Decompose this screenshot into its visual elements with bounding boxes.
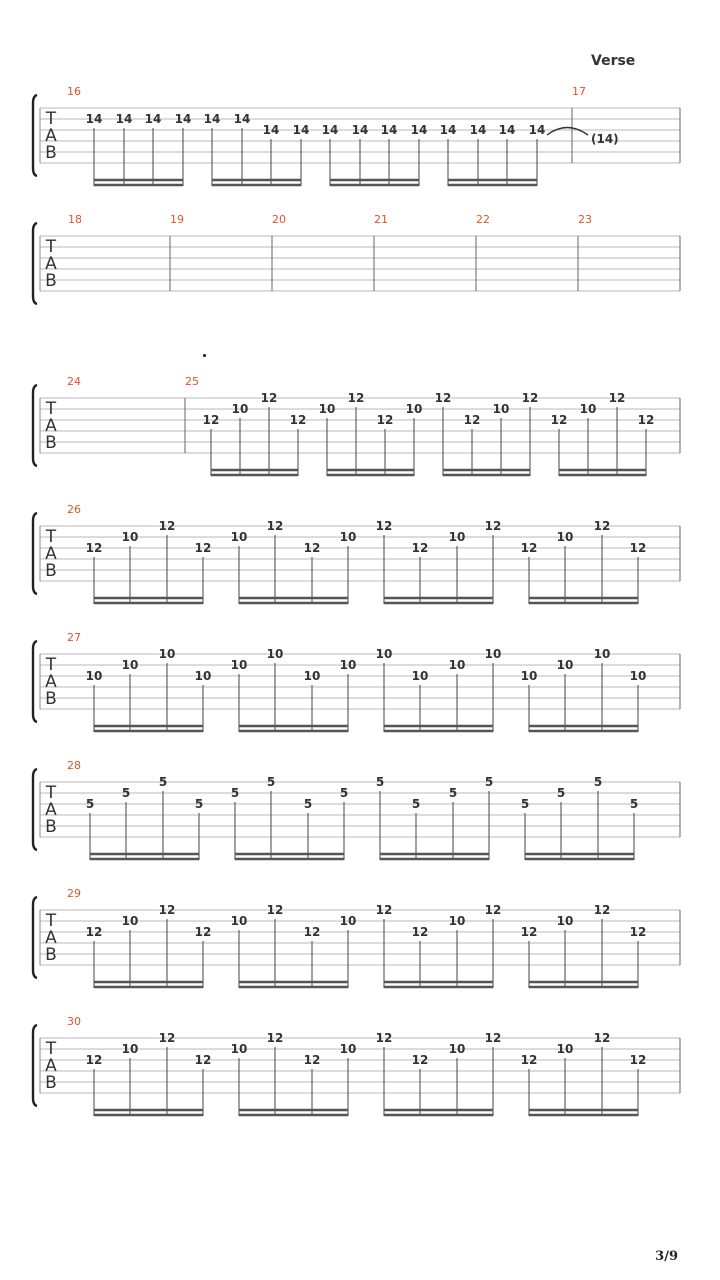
- fret-number: 5: [339, 786, 349, 800]
- fret-number: 5: [266, 775, 276, 789]
- tab-clef-letter: T: [45, 527, 57, 547]
- fret-number: 12: [158, 519, 176, 533]
- fret-number: 5: [85, 797, 95, 811]
- fret-number: 12: [85, 1053, 103, 1067]
- fret-number: 5: [556, 786, 566, 800]
- fret-number: 5: [411, 797, 421, 811]
- fret-number: 12: [347, 391, 365, 405]
- fret-number: 14: [439, 123, 457, 137]
- fret-number: 12: [375, 1031, 393, 1045]
- tab-system-5: [33, 631, 680, 732]
- tab-system-3: [33, 375, 680, 476]
- fret-number: 14: [321, 123, 339, 137]
- fret-number: 14: [498, 123, 516, 137]
- tab-clef-letter: B: [45, 433, 57, 453]
- fret-number: 10: [556, 530, 574, 544]
- tie-arc: [547, 128, 588, 136]
- measure-number: 28: [67, 759, 81, 772]
- fret-number: 10: [448, 914, 466, 928]
- fret-number: 5: [158, 775, 168, 789]
- measure-number: 22: [476, 213, 490, 226]
- fret-number: 10: [448, 658, 466, 672]
- measure-number: 21: [374, 213, 388, 226]
- tab-clef-letter: B: [45, 689, 57, 709]
- system-brace: [33, 897, 37, 978]
- fret-number: 12: [463, 413, 481, 427]
- tab-clef-letter: B: [45, 271, 57, 291]
- fret-number: 14: [115, 112, 133, 126]
- measure-number: 23: [578, 213, 592, 226]
- measure-number: 29: [67, 887, 81, 900]
- fret-number: 14: [174, 112, 192, 126]
- tab-clef-letter: T: [45, 399, 57, 419]
- system-brace: [33, 385, 37, 466]
- fret-number: 12: [608, 391, 626, 405]
- measure-number: 27: [67, 631, 81, 644]
- fret-number: 10: [230, 530, 248, 544]
- tab-clef-letter: T: [45, 783, 57, 803]
- fret-number: 12: [520, 541, 538, 555]
- fret-number: 10: [230, 658, 248, 672]
- fret-number: 12: [303, 541, 321, 555]
- fret-number: 12: [520, 1053, 538, 1067]
- system-brace: [33, 641, 37, 722]
- fret-number: 10: [579, 402, 597, 416]
- measure-number: 24: [67, 375, 81, 388]
- fret-number: 12: [158, 1031, 176, 1045]
- tab-clef-letter: B: [45, 143, 57, 163]
- tab-clef-letter: B: [45, 945, 57, 965]
- fret-number: 14: [528, 123, 546, 137]
- system-brace: [33, 95, 37, 176]
- fret-number: 5: [194, 797, 204, 811]
- fret-number: 10: [158, 647, 176, 661]
- measure-number: 20: [272, 213, 286, 226]
- tab-system-7: [33, 887, 680, 988]
- tab-clef-letter: A: [45, 126, 57, 146]
- tab-system-6: [33, 759, 680, 860]
- fret-number: 14: [292, 123, 310, 137]
- fret-number: 12: [593, 1031, 611, 1045]
- tab-clef-letter: B: [45, 561, 57, 581]
- fret-number: 10: [339, 914, 357, 928]
- fret-number: 14: [351, 123, 369, 137]
- fret-number: 14: [144, 112, 162, 126]
- tab-clef-letter: A: [45, 928, 57, 948]
- system-brace: [33, 513, 37, 594]
- tab-system-1: [33, 85, 680, 186]
- fret-number: 5: [230, 786, 240, 800]
- fret-number: 5: [375, 775, 385, 789]
- fret-number: 12: [434, 391, 452, 405]
- measure-number: 16: [67, 85, 81, 98]
- system-brace: [33, 1025, 37, 1106]
- tab-clef-letter: B: [45, 1073, 57, 1093]
- fret-number: 14: [469, 123, 487, 137]
- fret-number: 14: [380, 123, 398, 137]
- fret-number: 10: [411, 669, 429, 683]
- fret-number: 10: [121, 530, 139, 544]
- fret-number: 10: [448, 530, 466, 544]
- fret-number: 10: [556, 914, 574, 928]
- fret-number: 10: [375, 647, 393, 661]
- fret-number: 12: [629, 1053, 647, 1067]
- fret-number: 12: [194, 925, 212, 939]
- fret-number: 5: [629, 797, 639, 811]
- fret-number: 12: [411, 541, 429, 555]
- fret-number: 12: [202, 413, 220, 427]
- tab-clef-letter: A: [45, 254, 57, 274]
- fret-number: 10: [593, 647, 611, 661]
- fret-number: 12: [375, 903, 393, 917]
- tab-clef-letter: T: [45, 1039, 57, 1059]
- measure-number: 26: [67, 503, 81, 516]
- fret-number: 12: [194, 1053, 212, 1067]
- fret-number: 14: [203, 112, 221, 126]
- fret-number: 12: [521, 391, 539, 405]
- fret-number: 10: [303, 669, 321, 683]
- fret-number: 12: [85, 541, 103, 555]
- fret-number: 12: [375, 519, 393, 533]
- tab-system-2: [33, 213, 680, 304]
- measure-number: 30: [67, 1015, 81, 1028]
- fret-number: 10: [448, 1042, 466, 1056]
- fret-number: 12: [266, 1031, 284, 1045]
- fret-number: 10: [339, 1042, 357, 1056]
- fret-number: 10: [556, 658, 574, 672]
- tab-clef-letter: T: [45, 911, 57, 931]
- fret-number: 12: [520, 925, 538, 939]
- fret-number: 12: [85, 925, 103, 939]
- fret-number: 10: [85, 669, 103, 683]
- tab-system-4: [33, 503, 680, 604]
- fret-number: 12: [158, 903, 176, 917]
- fret-number: 10: [318, 402, 336, 416]
- measure-number: 17: [572, 85, 586, 98]
- fret-number: 14: [85, 112, 103, 126]
- fret-number: 14: [410, 123, 428, 137]
- tab-clef-letter: T: [45, 237, 57, 257]
- system-brace: [33, 769, 37, 850]
- fret-number: 10: [520, 669, 538, 683]
- fret-number: 14: [233, 112, 251, 126]
- measure-number: 19: [170, 213, 184, 226]
- fret-number: 10: [230, 914, 248, 928]
- system-brace: [33, 223, 37, 304]
- fret-number: 10: [121, 1042, 139, 1056]
- tied-fret-number: (14): [591, 132, 619, 146]
- measure-number: 18: [68, 213, 82, 226]
- fret-number: 10: [121, 914, 139, 928]
- fret-number: 12: [484, 903, 502, 917]
- fret-number: 12: [484, 1031, 502, 1045]
- fret-number: 12: [303, 1053, 321, 1067]
- section-label: Verse: [591, 53, 636, 69]
- fret-number: 12: [411, 1053, 429, 1067]
- fret-number: 5: [520, 797, 530, 811]
- fret-number: 5: [593, 775, 603, 789]
- fret-number: 5: [448, 786, 458, 800]
- fret-number: 12: [629, 925, 647, 939]
- tab-clef-letter: A: [45, 544, 57, 564]
- fret-number: 10: [231, 402, 249, 416]
- tab-system-8: [33, 1015, 680, 1116]
- fret-number: 12: [376, 413, 394, 427]
- tab-clef-letter: T: [45, 109, 57, 129]
- tab-clef-letter: A: [45, 672, 57, 692]
- fret-number: 10: [339, 658, 357, 672]
- fret-number: 5: [303, 797, 313, 811]
- fret-number: 12: [629, 541, 647, 555]
- fret-number: 12: [303, 925, 321, 939]
- fret-number: 10: [556, 1042, 574, 1056]
- fret-number: 10: [230, 1042, 248, 1056]
- fret-number: 14: [262, 123, 280, 137]
- fret-number: 12: [266, 519, 284, 533]
- fret-number: 10: [484, 647, 502, 661]
- fret-number: 10: [629, 669, 647, 683]
- fret-number: 12: [266, 903, 284, 917]
- tab-clef-letter: A: [45, 800, 57, 820]
- tab-clef-letter: A: [45, 416, 57, 436]
- fret-number: 10: [194, 669, 212, 683]
- fret-number: 12: [550, 413, 568, 427]
- fret-number: 12: [484, 519, 502, 533]
- page-number: 3/9: [655, 1249, 678, 1264]
- fret-number: 10: [266, 647, 284, 661]
- fret-number: 12: [289, 413, 307, 427]
- fret-number: 12: [593, 519, 611, 533]
- fret-number: 5: [484, 775, 494, 789]
- fret-number: 12: [593, 903, 611, 917]
- fret-number: 10: [405, 402, 423, 416]
- fret-number: 12: [260, 391, 278, 405]
- fret-number: 12: [637, 413, 655, 427]
- tab-clef-letter: B: [45, 817, 57, 837]
- fret-number: 10: [121, 658, 139, 672]
- tab-clef-letter: A: [45, 1056, 57, 1076]
- fret-number: 12: [411, 925, 429, 939]
- measure-number: 25: [185, 375, 199, 388]
- fret-number: 10: [492, 402, 510, 416]
- fret-number: 5: [121, 786, 131, 800]
- tab-clef-letter: T: [45, 655, 57, 675]
- fret-number: 10: [339, 530, 357, 544]
- fret-number: 12: [194, 541, 212, 555]
